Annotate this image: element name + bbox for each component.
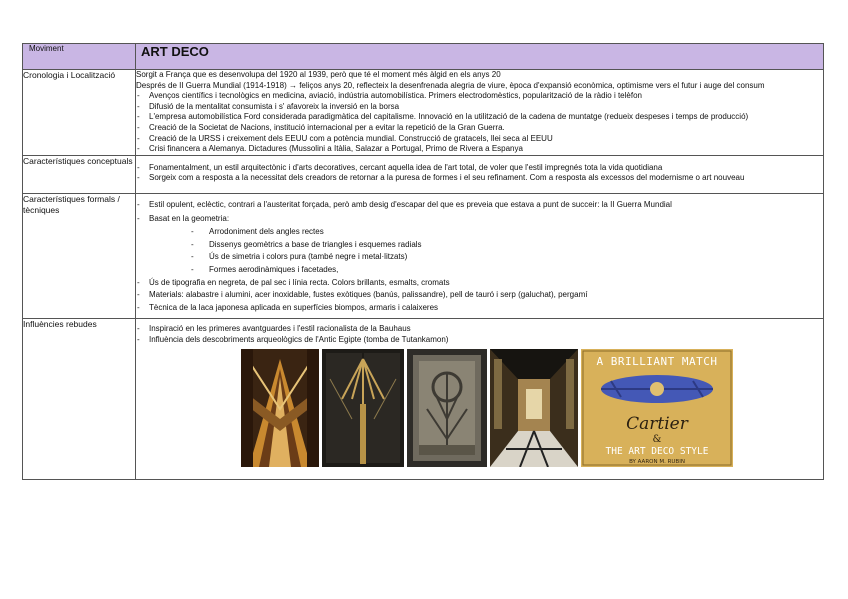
row-label-cronologia: Cronologia i Localització bbox=[23, 70, 136, 156]
list-item: - Materials: alabastre i alumini, acer inoxidable, fustes exòtiques (banús, palissandre), pell de tauró i serp (galuchat), pergamí bbox=[136, 290, 823, 301]
cronologia-list bbox=[136, 91, 823, 155]
list-item: - Inspiració en les primeres avantguardes i l'estil racionalista de la Bauhaus bbox=[136, 324, 823, 335]
row-cronologia bbox=[23, 70, 824, 156]
sub-item: - Formes aerodinàmiques i facetades, bbox=[191, 265, 823, 276]
intro-line: Després de II Guerra Mundial (1914-1918) → feliços anys 20, reflecteix la desenfrenada alegria de viure, època d'expansió econòmica, optimisme vers el futur i auge del consum bbox=[136, 80, 765, 90]
list-item: - Sorgeix com a resposta a la necessitat dels creadors de retornar a la puresa de formes i el seu refinament. Com a resposta als excessos del modernisme o art nouveau bbox=[136, 173, 823, 184]
art-deco-table bbox=[22, 43, 824, 480]
sub-item: - Ús de simetria i colors pura (també negre i metal·litzats) bbox=[191, 252, 823, 263]
header-title: ART DECO bbox=[136, 44, 824, 70]
cell-influencies bbox=[136, 319, 824, 480]
cell-cronologia bbox=[136, 70, 824, 156]
row-formals bbox=[23, 193, 824, 318]
conceptuals-list bbox=[136, 163, 823, 184]
art-deco-corridor-image bbox=[490, 349, 578, 467]
cartier-poster-image bbox=[581, 349, 733, 467]
cell-conceptuals bbox=[136, 155, 824, 193]
poster-headline: A BRILLIANT MATCH bbox=[596, 355, 718, 369]
list-item: - Estil opulent, eclèctic, contrari a l'austeritat forçada, però amb desig d'escapar del que es preveia que estava a punt de succeir: la II Guerra Mundial bbox=[136, 200, 823, 211]
row-label-formals: Característiques formals / tècniques bbox=[23, 193, 136, 318]
poster-subtitle: THE ART DECO STYLE bbox=[605, 446, 709, 458]
list-item: - Avenços científics i tecnològics en medicina, aviació, indústria automobilística. Primers electrodomèstics, popularització de la ràdio i telèfon bbox=[136, 91, 823, 102]
list-item bbox=[136, 214, 823, 225]
list-item: - Creació de la URSS i creixement dels EEUU com a potència mundial. Construcció de gratacels, llei seca al EEUU bbox=[136, 134, 823, 145]
list-item: - Crisi financera a Alemanya. Dictadures (Mussolini a Itàlia, Salazar a Portugal, Primo de Rivera a Espanya bbox=[136, 144, 823, 155]
row-conceptuals bbox=[23, 155, 824, 193]
list-item: - Tècnica de la laca japonesa aplicada en superfícies biompos, armaris i calaixeres bbox=[136, 303, 823, 314]
list-item: - Difusió de la mentalitat consumista i s' afavoreix la inversió en la borsa bbox=[136, 102, 823, 113]
formals-list-rest bbox=[136, 278, 823, 314]
poster-ampersand: & bbox=[652, 434, 662, 446]
poster-author: BY AARON M. RUBIN bbox=[629, 459, 685, 466]
sub-item: - Dissenys geomètrics a base de triangles i esquemes radials bbox=[191, 240, 823, 251]
row-label-conceptuals: Característiques conceptuals bbox=[23, 155, 136, 193]
geometry-label: Basat en la geometria: bbox=[149, 213, 230, 223]
poster-brand: Cartier bbox=[626, 414, 688, 435]
list-item: - Creació de la Societat de Nacions, institució internacional per a evitar la repetició de la Gran Guerra. bbox=[136, 123, 823, 134]
image-strip bbox=[241, 349, 823, 467]
art-deco-doors-image bbox=[322, 349, 404, 467]
geometry-sublist bbox=[136, 227, 823, 275]
formals-list bbox=[136, 200, 823, 224]
art-deco-metal-door-image bbox=[407, 349, 487, 467]
row-label-influencies: Influències rebudes bbox=[23, 319, 136, 480]
header-row bbox=[23, 44, 824, 70]
influencies-list bbox=[136, 324, 823, 345]
cell-formals bbox=[136, 193, 824, 318]
list-item: - L'empresa automobilística Ford considerada paradigmàtica del capitalisme. Innovació en la utilització de la cadena de muntatge (redueix despeses i temps de producció) bbox=[136, 112, 823, 123]
sub-item: - Arrodoniment dels angles rectes bbox=[191, 227, 823, 238]
list-item: - Fonamentalment, un estil arquitectònic i d'arts decoratives, cercant aquella idea de l'art total, de voler que l'estil impregnés tota la vida quotidiana bbox=[136, 163, 823, 174]
list-item: - Influència dels descobriments arqueològics de l'Antic Egipte (tomba de Tutankamon) bbox=[136, 335, 823, 346]
list-item: - Ús de tipografia en negreta, de pal sec i línia recta. Colors brillants, esmalts, cromats bbox=[136, 278, 823, 289]
intro-line: Sorgit a França que es desenvolupa del 1920 al 1939, però que té el moment més àlgid en els anys 20 bbox=[136, 70, 501, 79]
row-influencies bbox=[23, 319, 824, 480]
art-deco-inlay-image bbox=[241, 349, 319, 467]
header-label: Moviment bbox=[23, 44, 136, 70]
